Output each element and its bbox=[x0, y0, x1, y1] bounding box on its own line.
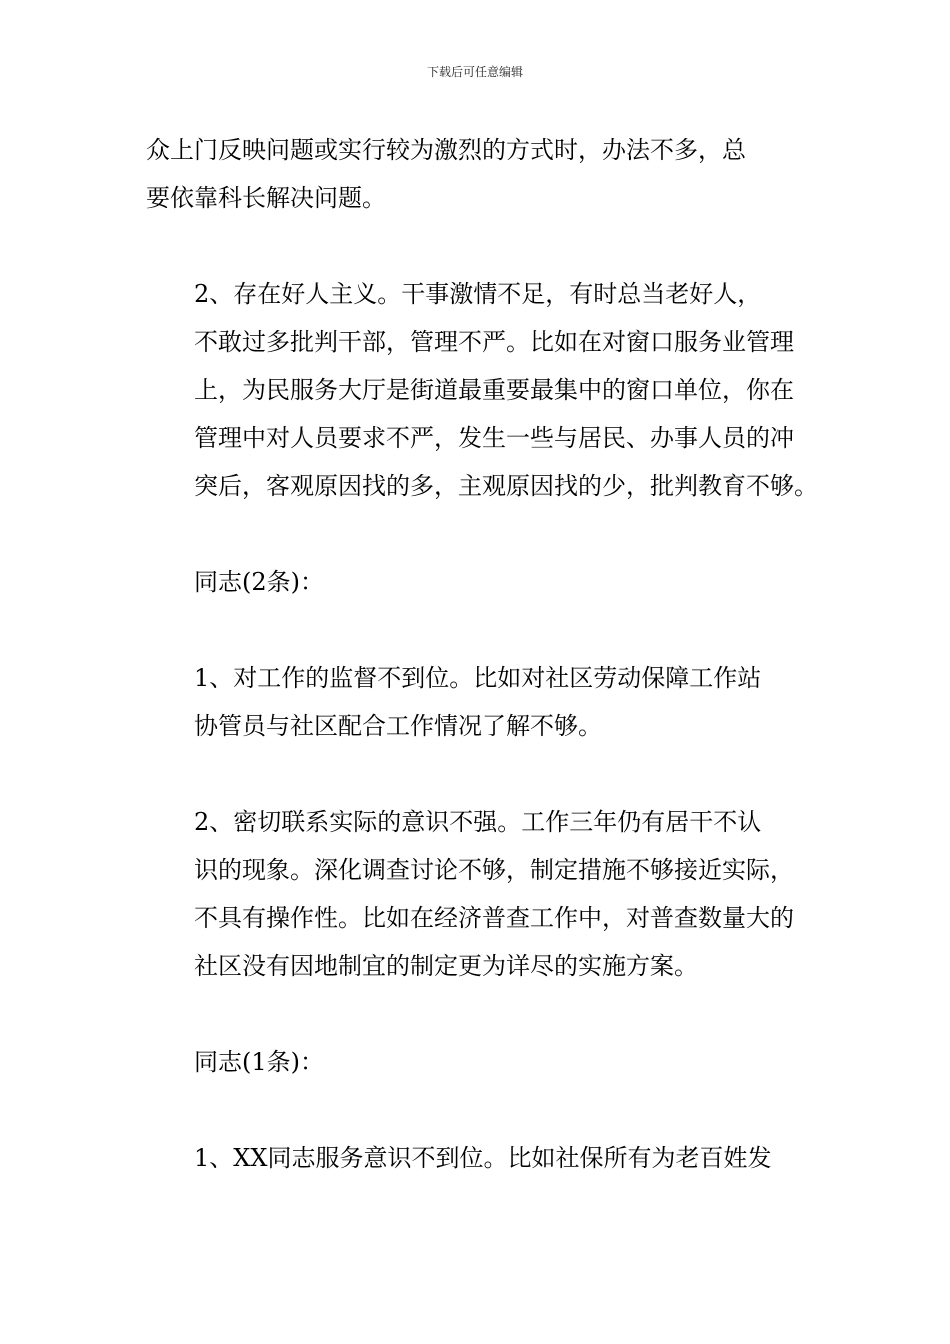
paragraph-service-awareness-issue bbox=[146, 1134, 808, 1182]
paragraph-supervision-issue bbox=[146, 654, 808, 750]
text-line: 管理中对人员要求不严，发生一些与居民、办事人员的冲 bbox=[194, 424, 794, 452]
page-header-note: 下载后可任意编辑 bbox=[426, 65, 523, 79]
text-line: 2、密切联系实际的意识不强。工作三年仍有居干不认 bbox=[194, 808, 762, 836]
text-line: 上，为民服务大厅是街道最重要最集中的窗口单位，你在 bbox=[194, 376, 794, 404]
text-line: 不敢过多批判干部，管理不严。比如在对窗口服务业管理 bbox=[194, 328, 794, 356]
text-line: 社区没有因地制宜的制定更为详尽的实施方案。 bbox=[194, 952, 698, 980]
text-line: 识的现象。深化调查讨论不够，制定措施不够接近实际， bbox=[194, 856, 794, 884]
text-line: 协管员与社区配合工作情况了解不够。 bbox=[194, 712, 602, 740]
text-line: 不具有操作性。比如在经济普查工作中，对普查数量大的 bbox=[194, 904, 794, 932]
text-line: 2、存在好人主义。干事激情不足，有时总当老好人， bbox=[194, 280, 762, 308]
text-line: 1、对工作的监督不到位。比如对社区劳动保障工作站 bbox=[194, 664, 762, 692]
section-heading-two-items bbox=[146, 558, 808, 606]
paragraph-continuation bbox=[146, 126, 808, 222]
paragraph-good-person-issue bbox=[146, 270, 818, 510]
text-line: 突后，客观原因找的多，主观原因找的少，批判教育不够。 bbox=[194, 472, 818, 500]
text-line: 1、XX同志服务意识不到位。比如社保所有为老百姓发 bbox=[194, 1144, 772, 1172]
text-line: 众上门反映问题或实行较为激烈的方式时，办法不多，总 bbox=[146, 136, 746, 164]
document-body bbox=[146, 126, 818, 1230]
paragraph-practical-awareness-issue bbox=[146, 798, 808, 990]
section-heading-one-item bbox=[146, 1038, 808, 1086]
section-heading: 同志(2条)： bbox=[194, 568, 324, 596]
text-line: 要依靠科长解决问题。 bbox=[146, 184, 386, 212]
section-heading: 同志(1条)： bbox=[194, 1048, 324, 1076]
